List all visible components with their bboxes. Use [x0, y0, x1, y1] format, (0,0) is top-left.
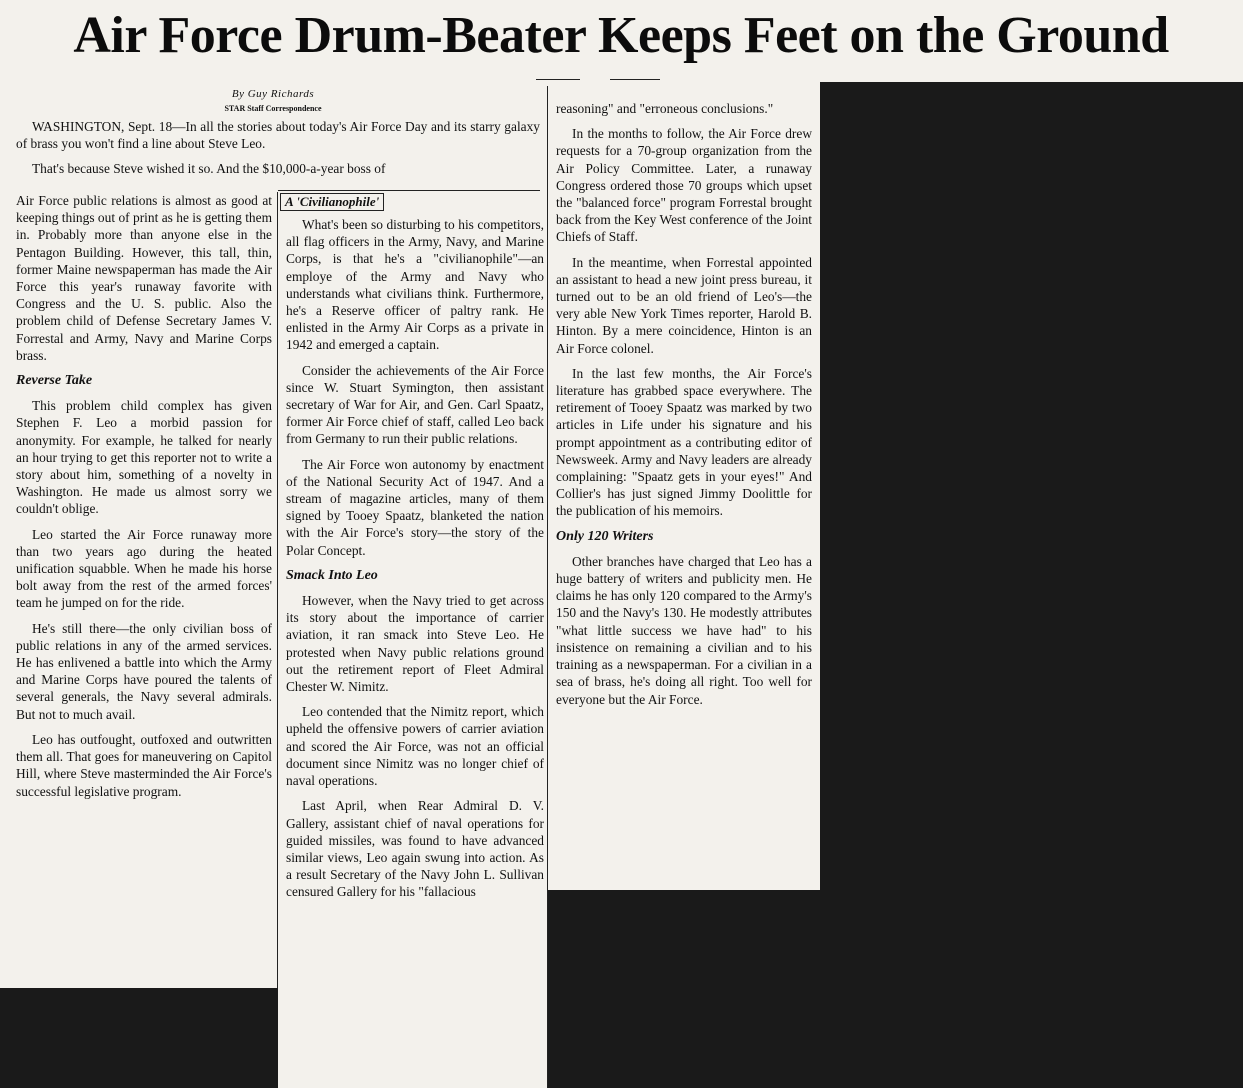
paragraph: In the last few months, the Air Force's literature has grabbed space everywhere. The retirement of Tooey Spaatz was marked by two articles in Life under his signature and his prompt appointment as a contributing editor of Newsweek. Army and Navy leaders are already complaining: "Spaatz gets in your eyes!" And Collier's has just signed Jimmy Doolittle for the publication of his memoirs.	[556, 365, 812, 519]
paragraph: Leo contended that the Nimitz report, which upheld the offensive powers of carrier aviation and scored the Air Force, was not an official document since Nimitz was no longer chief of naval operations.	[286, 704, 544, 789]
column-3	[556, 100, 812, 716]
credit-line: STAR Staff Correspondence	[224, 104, 322, 113]
paragraph: In the meantime, when Forrestal appointed an assistant to head a new joint press bureau, it turned out to be an old friend of Leo's—the very able New York Times reporter, Harold B. Hinton. By a mere coincidence, Hinton is an Air Force colonel.	[556, 254, 812, 356]
subhead-smack-into-leo: Smack Into Leo	[286, 567, 378, 583]
column-rule-2	[547, 86, 548, 1088]
column-rule-1	[277, 192, 278, 988]
lead-paragraph: WASHINGTON, Sept. 18—In all the stories about today's Air Force Day and its starry galaxy of brass you won't find a line about Steve Leo.	[16, 119, 540, 152]
byline: By Guy Richards	[231, 88, 315, 100]
subhead-reverse-take: Reverse Take	[16, 373, 93, 389]
paragraph: Leo has outfought, outfoxed and outwritten them all. That goes for maneuvering on Capitol Hill, where Steve masterminded the Air Force's successful legislative program.	[16, 731, 272, 799]
paragraph: However, when the Navy tried to get across its story about the importance of carrier aviation, it ran smack into Steve Leo. He protested when Navy public relations ground out the retirement report of Fleet Admiral Chester W. Nimitz.	[286, 593, 544, 695]
paragraph: reasoning" and "erroneous conclusions."	[556, 101, 774, 116]
paragraph: In the months to follow, the Air Force drew requests for a 70-group organization from the Air Policy Committee. Later, a runaway Congress ordered those 70 groups which upset the "balanced force" program Forrestal brought back from the Key West conference of the Joint Chiefs of Staff.	[556, 126, 812, 245]
paragraph: He's still there—the only civilian boss of public relations in any of the armed services. He has enlivened a battle into which the Army and Marine Corps have poured the talents of several generals, the Navy several admirals. But not to much avail.	[16, 620, 272, 722]
column-2	[286, 216, 544, 909]
paragraph: Consider the achievements of the Air Force since W. Stuart Symington, then assistant secretary of War for Air, and Gen. Carl Spaatz, former Air Force chief of staff, called Leo back from Germany to run their public relations.	[286, 362, 544, 447]
col1-lead	[16, 118, 540, 178]
col2-top-rule	[278, 190, 540, 191]
subhead-only-120-writers: Only 120 Writers	[556, 528, 654, 544]
headline: Air Force Drum-Beater Keeps Feet on the Ground	[73, 7, 1169, 64]
headline-rule-2	[610, 79, 660, 80]
lead-paragraph-2: That's because Steve wished it so. And the $10,000-a-year boss of	[32, 161, 386, 177]
paragraph: Other branches have charged that Leo has a huge battery of writers and publicity men. He claims he has only 120 compared to the Army's 150 and the Navy's 130. He modestly attributes "what little success we have had" to his insistence on remaining a civilian and to his training as a newspaperman. For a civilian in a sea of brass, he's doing all right. Too well for everyone but the Air Force.	[556, 553, 812, 707]
paragraph: What's been so disturbing to his competitors, all flag officers in the Army, Navy, and Marine Corps, is that he's a "civilianophile"—an employe of the Army and Navy who understands what civilians think. Furthermore, he's a Reserve officer of paltry rank. He enlisted in the Army Air Corps as a private in 1942 and emerged a captain.	[286, 217, 544, 353]
subhead-civilianophile: A 'Civilianophile'	[280, 193, 384, 211]
paragraph: The Air Force won autonomy by enactment of the National Security Act of 1947. And a stream of magazine articles, many of them signed by Tooey Spaatz, blanketed the nation with the Air Force's story—the story of the Polar Concept.	[286, 456, 544, 558]
paragraph: Last April, when Rear Admiral D. V. Gallery, assistant chief of naval operations for guided missiles, was found to have advanced similar views, Leo again swung into action. As a result Secretary of the Navy John L. Sullivan censured Gallery for his "fallacious	[286, 798, 544, 900]
paragraph: This problem child complex has given Stephen F. Leo a morbid passion for anonymity. For example, he talked for nearly an hour trying to get this reporter not to write a story about him, something of a novelty in Washington. He made us almost sorry we couldn't oblige.	[16, 398, 272, 517]
paragraph: Leo started the Air Force runaway more than two years ago during the heated unification squabble. When he made his horse bolt away from the rest of the armed forces' team he jumped on for the ride.	[16, 526, 272, 611]
column-1	[16, 192, 272, 808]
paragraph: Air Force public relations is almost as good at keeping things out of print as he is getting them in. Probably more than anyone else in the Pentagon Building. However, this tall, thin, former Maine newspaperman has made the Air Force this year's runaway favorite with Congress and the U. S. public. Also the problem child of Defense Secretary James V. Forrestal and Army, Navy and Marine Corps brass.	[16, 193, 272, 363]
headline-rule	[536, 79, 580, 80]
